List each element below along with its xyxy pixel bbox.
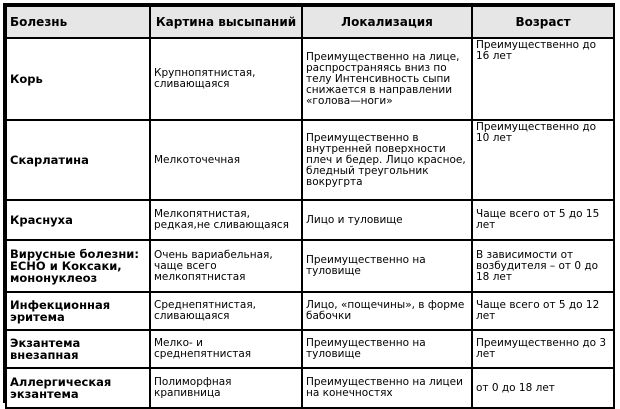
rash-pattern-cell: Мелко- и среднепятнистая xyxy=(151,331,301,367)
rash-pattern-cell: Мелкоточечная xyxy=(151,121,301,199)
disease-cell: Экзантема внезапная xyxy=(7,331,149,367)
localization-cell: Преимущественно на туловище xyxy=(303,331,471,367)
age-cell: от 0 до 18 лет xyxy=(473,369,613,407)
table-row xyxy=(7,331,613,367)
table-row xyxy=(7,121,613,199)
header-disease: Болезнь xyxy=(7,7,149,37)
age-cell: Преимущественно до 16 лет xyxy=(473,39,613,119)
table-row xyxy=(7,39,613,119)
localization-cell: Преимущественно на туловище xyxy=(303,241,471,291)
disease-cell: Аллергическая экзантема xyxy=(7,369,149,407)
rash-pattern-cell: Полиморфная крапивница xyxy=(151,369,301,407)
disease-cell: Краснуха xyxy=(7,201,149,239)
localization-cell: Преимущественно на лице, распространяясь вниз по телу Интенсивность сыпи снижается в направлении «голова—ноги» xyxy=(303,39,471,119)
localization-cell: Преимущественно на лицеи на конечностях xyxy=(303,369,471,407)
rash-pattern-cell: Очень вариабельная, чаще всего мелкопятнистая xyxy=(151,241,301,291)
header-rash-pattern: Картина высыпаний xyxy=(151,7,301,37)
table-row xyxy=(7,369,613,407)
localization-cell: Лицо, «пощечины», в форме бабочки xyxy=(303,293,471,329)
header-age: Возраст xyxy=(473,7,613,37)
table-row xyxy=(7,293,613,329)
rash-pattern-cell: Мелкопятнистая, редкая,не сливающаяся xyxy=(151,201,301,239)
table-row xyxy=(7,201,613,239)
disease-cell: Вирусные болезни: ЕСНО и Коксаки, мононуклеоз xyxy=(7,241,149,291)
age-cell: В зависимости от возбудителя – от 0 до 18 лет xyxy=(473,241,613,291)
disease-cell: Скарлатина xyxy=(7,121,149,199)
header-row xyxy=(7,7,613,37)
age-cell: Преимущественно до 3 лет xyxy=(473,331,613,367)
age-cell: Преимущественно до 10 лет xyxy=(473,121,613,199)
age-cell: Чаще всего от 5 до 12 лет xyxy=(473,293,613,329)
header-localization: Локализация xyxy=(303,7,471,37)
disease-cell: Корь xyxy=(7,39,149,119)
table-row xyxy=(7,241,613,291)
age-cell: Чаще всего от 5 до 15 лет xyxy=(473,201,613,239)
localization-cell: Преимущественно в внутренней поверхности плеч и бедер. Лицо красное, бледный треугольник вокругрта xyxy=(303,121,471,199)
rash-comparison-table-frame xyxy=(3,3,615,403)
disease-cell: Инфекционная эритема xyxy=(7,293,149,329)
rash-pattern-cell: Среднепятнистая, сливающаяся xyxy=(151,293,301,329)
rash-comparison-table xyxy=(5,5,615,409)
rash-pattern-cell: Крупнопятнистая, сливающаяся xyxy=(151,39,301,119)
localization-cell: Лицо и туловище xyxy=(303,201,471,239)
